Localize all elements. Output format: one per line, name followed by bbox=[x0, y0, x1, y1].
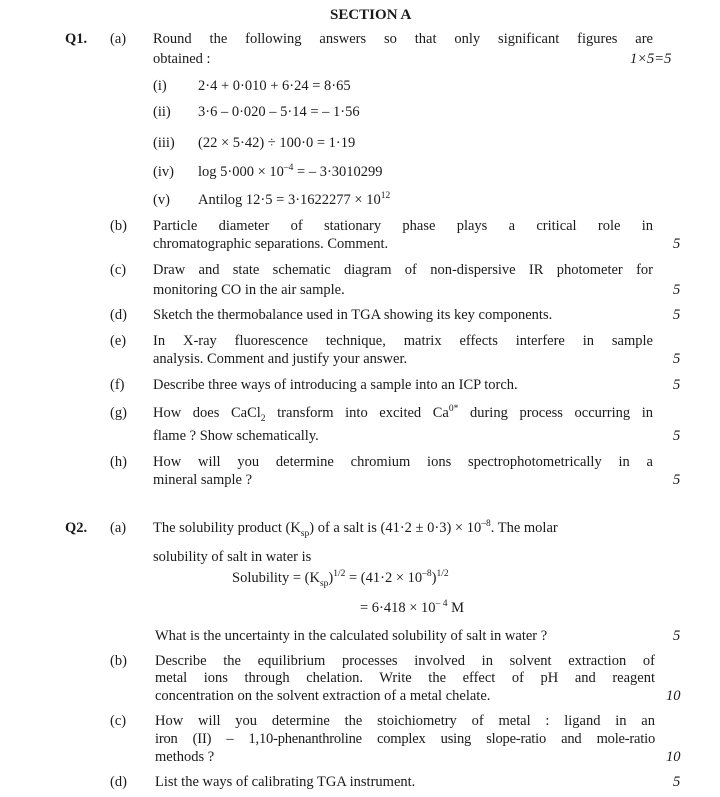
q1d-marks: 5 bbox=[673, 307, 681, 323]
q1a-item-v-label: (v) bbox=[153, 192, 170, 208]
q1b-line2: chromatographic separations. Comment. bbox=[153, 236, 389, 252]
q1g-line2: flame ? Show schematically. bbox=[153, 428, 319, 444]
q2d-marks: 5 bbox=[673, 774, 681, 790]
q2a-equation-1: Solubility = $(K_{sp})^{1/2} = (41\cdot 2 \times 10^{-8})^{1/2}$ bbox=[232, 569, 449, 589]
q2b-label: (b) bbox=[110, 653, 127, 669]
q1g-label: (g) bbox=[110, 405, 127, 421]
q2c-line1: How will you determine the stoichiometry of metal : ligand in an bbox=[155, 713, 655, 729]
q1a-item-iv-text: $\log 5\cdot 000 \times 10^{-4}$ = – 3·3010299 bbox=[198, 163, 383, 180]
q2b-line3: concentration on the solvent extraction of a metal chelate. bbox=[155, 688, 491, 704]
q1h-label: (h) bbox=[110, 454, 127, 470]
q1b-label: (b) bbox=[110, 218, 127, 234]
q1g-line1: How does CaCl$_2$ transform into excited $Ca^{0*}$ during process occurring in bbox=[153, 404, 653, 424]
q2c-marks: 10 bbox=[666, 749, 681, 765]
q1c-marks: 5 bbox=[673, 282, 681, 298]
q1f-label: (f) bbox=[110, 377, 125, 393]
q1f-line1: Describe three ways of introducing a sample into an ICP torch. bbox=[153, 377, 518, 393]
q2d-line1: List the ways of calibrating TGA instrument. bbox=[155, 774, 416, 790]
q1a-item-iv-label: (iv) bbox=[153, 164, 174, 180]
q1h-marks: 5 bbox=[673, 472, 681, 488]
q2a-line2: solubility of salt in water is bbox=[153, 549, 312, 565]
q1h-line1: How will you determine chromium ions spectrophotometrically in a bbox=[153, 454, 653, 470]
q2a-line1: The solubility product $(K_{sp})$ of a salt is $(41\cdot 2 \pm 0\cdot 3) \times 10^{-8}$. The molar bbox=[153, 519, 558, 539]
q1e-line1: In X-ray fluorescence technique, matrix effects interfere in sample bbox=[153, 333, 653, 349]
q1b-marks: 5 bbox=[673, 236, 681, 252]
q1f-marks: 5 bbox=[673, 377, 681, 393]
q1-number: Q1. bbox=[65, 31, 88, 47]
q2a-line3: What is the uncertainty in the calculated solubility of salt in water ? bbox=[155, 628, 548, 644]
q1a-item-iii-label: (iii) bbox=[153, 135, 175, 151]
q2-number: Q2. bbox=[65, 520, 88, 536]
q1h-line2: mineral sample ? bbox=[153, 472, 253, 488]
q1a-item-i-label: (i) bbox=[153, 78, 167, 94]
q1b-line1: Particle diameter of stationary phase plays a critical role in bbox=[153, 218, 653, 234]
q2b-line2: metal ions through chelation. Write the effect of pH and reagent bbox=[155, 670, 655, 686]
q2c-line3: methods ? bbox=[155, 749, 215, 765]
q1a-item-i-text: 2·4 + 0·010 + 6·24 = 8·65 bbox=[198, 78, 351, 94]
q1e-label: (e) bbox=[110, 333, 127, 349]
q2a-marks: 5 bbox=[673, 628, 681, 644]
q1g-marks: 5 bbox=[673, 428, 681, 444]
q1d-label: (d) bbox=[110, 307, 127, 323]
q1a-item-v-text: Antilog $12\cdot 5 = 3\cdot 1622277 \times 10^{12}$ bbox=[198, 191, 391, 208]
q2b-line1: Describe the equilibrium processes involved in solvent extraction of bbox=[155, 653, 655, 669]
q1d-line1: Sketch the thermobalance used in TGA showing its key components. bbox=[153, 307, 553, 323]
q1a-line2: obtained : bbox=[153, 51, 211, 67]
q2c-label: (c) bbox=[110, 713, 127, 729]
q1a-line1: Round the following answers so that only significant figures are bbox=[153, 31, 653, 47]
q1a-label: (a) bbox=[110, 31, 127, 47]
q1a-item-ii-text: 3·6 – 0·020 – 5·14 = – 1·56 bbox=[198, 104, 360, 120]
q2a-equation-2: = $6\cdot 418 \times 10^{- 4}$ M bbox=[360, 599, 464, 616]
q1a-marks: 1×5=5 bbox=[630, 51, 672, 67]
q1c-label: (c) bbox=[110, 262, 127, 278]
q1c-line2: monitoring CO in the air sample. bbox=[153, 282, 345, 298]
q2b-marks: 10 bbox=[666, 688, 681, 704]
section-title: SECTION A bbox=[330, 7, 412, 23]
q1a-item-iii-text: (22 × 5·42) ÷ 100·0 = 1·19 bbox=[198, 135, 356, 151]
q2c-line2: iron (II) – 1,10-phenanthroline complex using slope-ratio and mole-ratio bbox=[155, 731, 655, 747]
q1c-line1: Draw and state schematic diagram of non-dispersive IR photometer for bbox=[153, 262, 653, 278]
q1a-item-ii-label: (ii) bbox=[153, 104, 171, 120]
q1e-marks: 5 bbox=[673, 351, 681, 367]
q2d-label: (d) bbox=[110, 774, 127, 790]
q1e-line2: analysis. Comment and justify your answer. bbox=[153, 351, 408, 367]
q2a-label: (a) bbox=[110, 520, 127, 536]
